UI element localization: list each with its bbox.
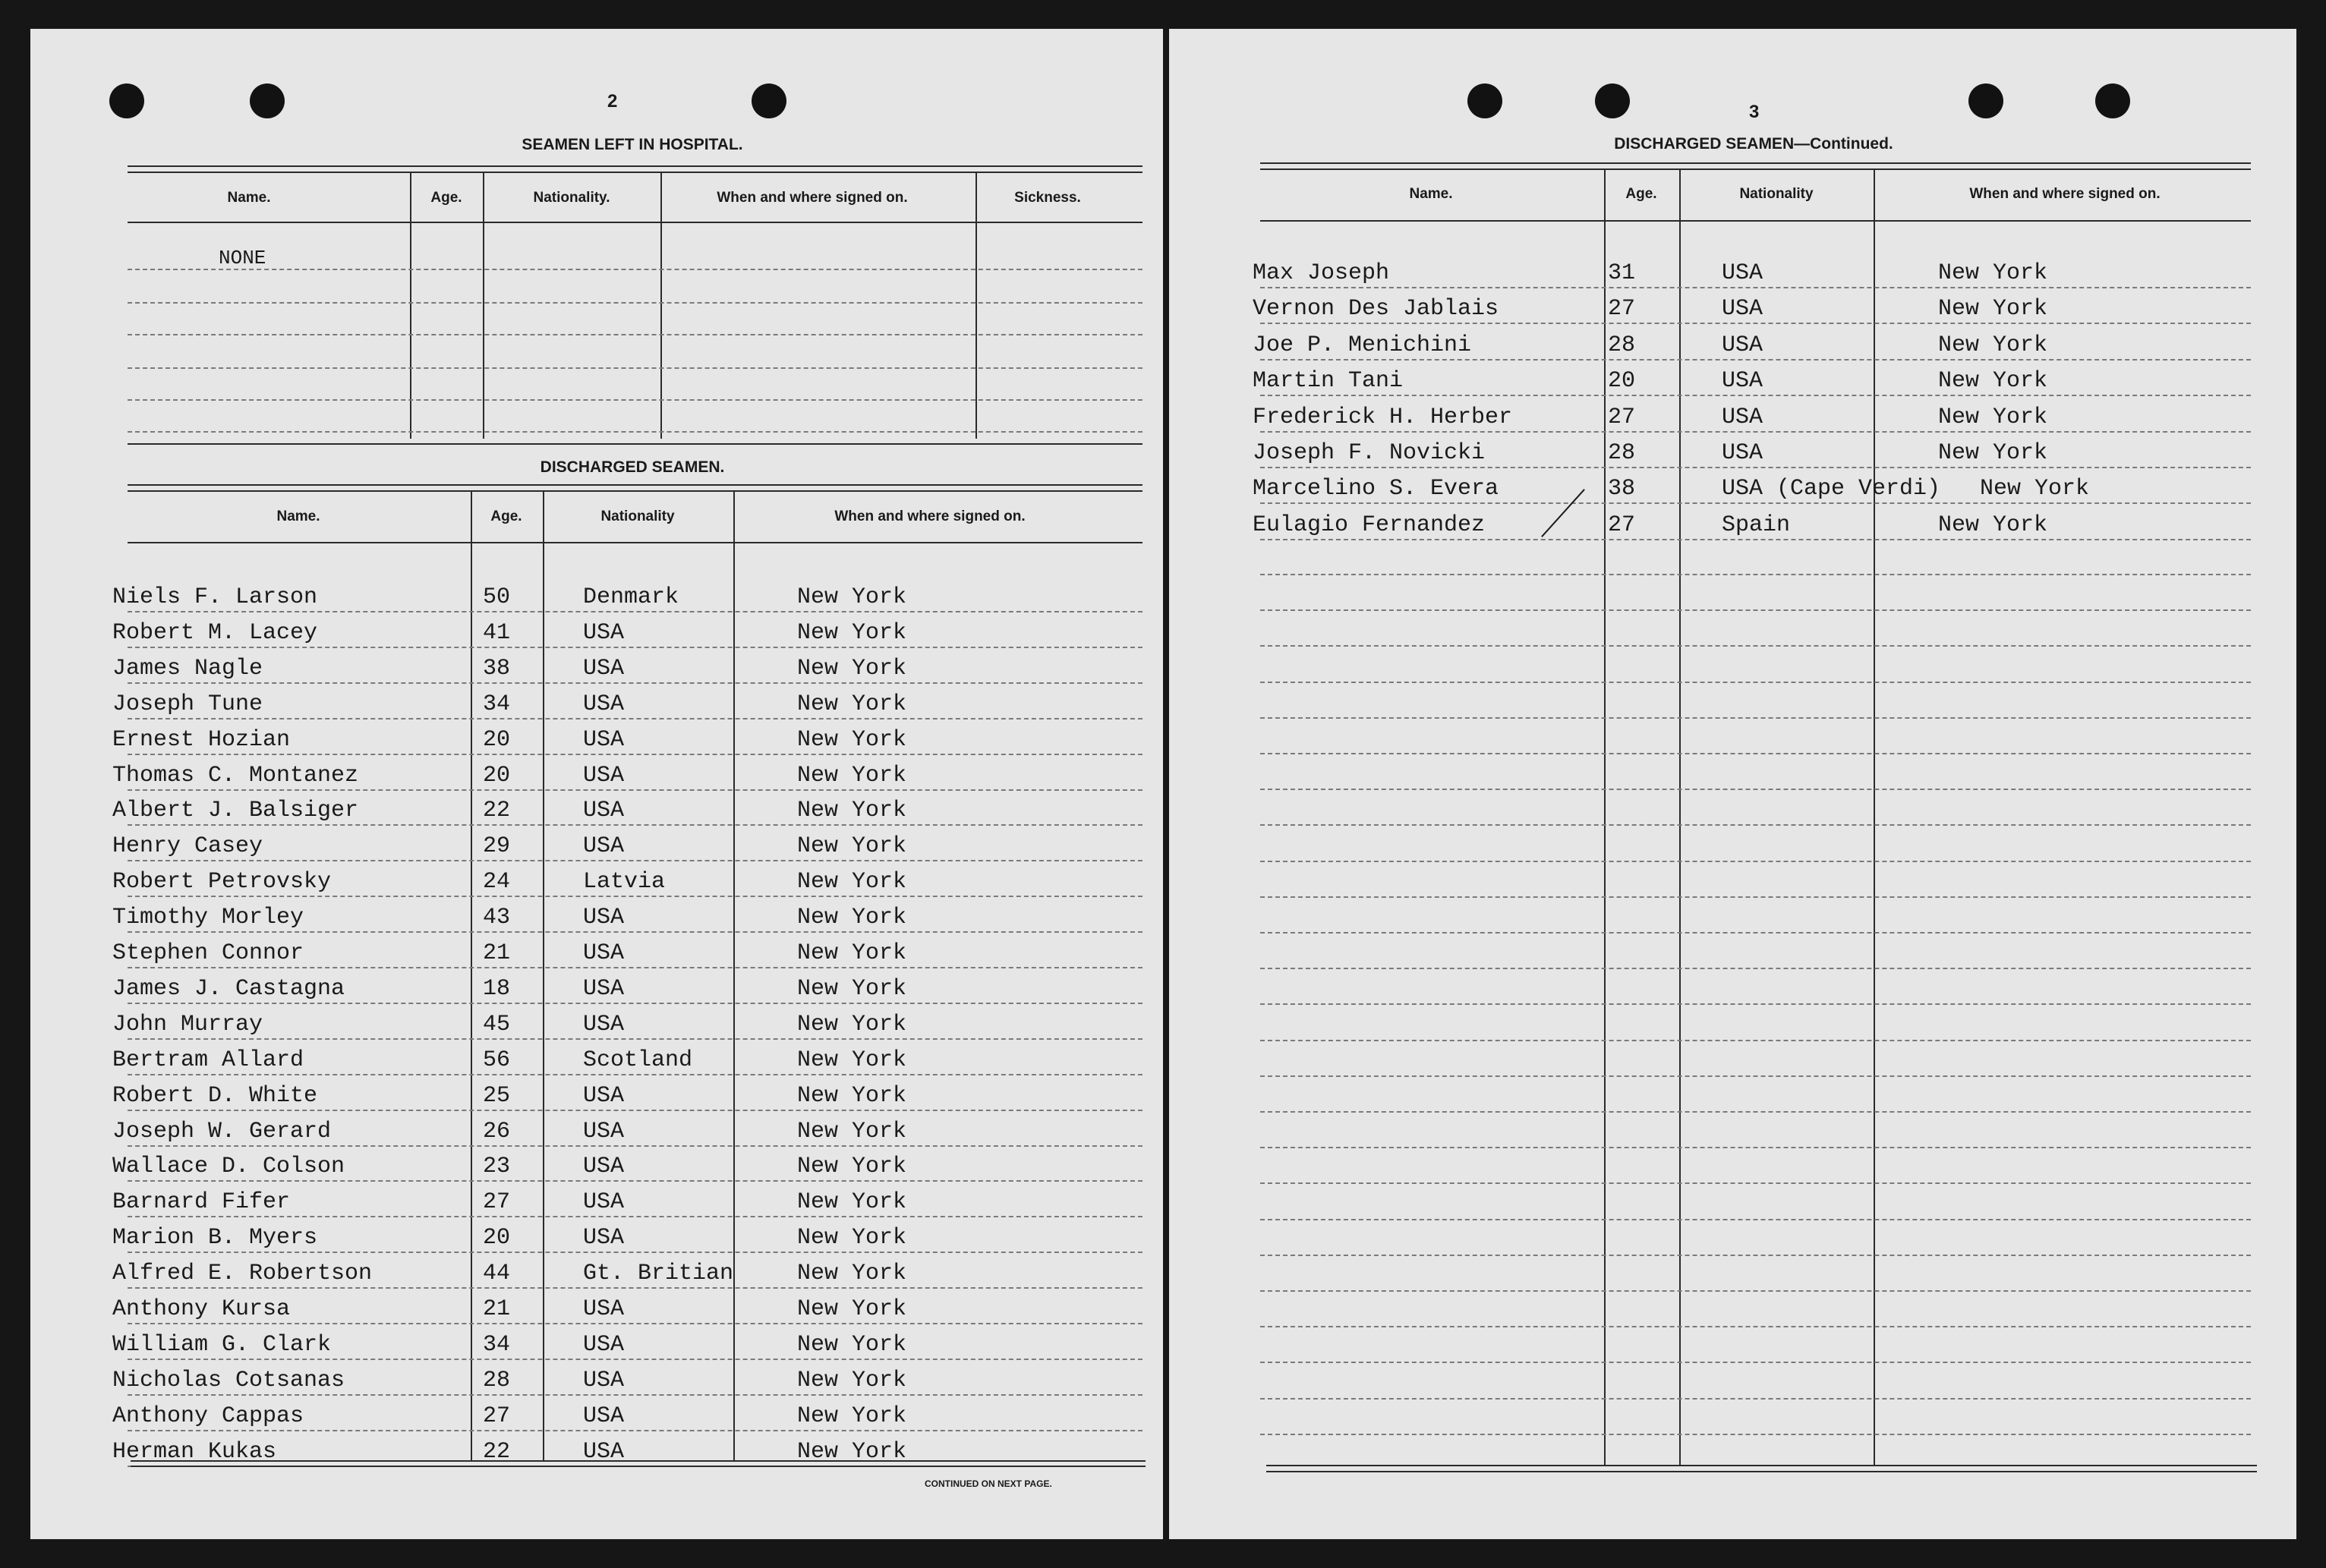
row-line bbox=[128, 1394, 1143, 1396]
seaman-age: 28 bbox=[1608, 332, 1636, 358]
discharged-header-signed-on: When and where signed on. bbox=[834, 508, 1026, 524]
continued-header-signed-on: When and where signed on. bbox=[1969, 186, 2161, 202]
discharged-row bbox=[30, 1261, 1163, 1296]
seaman-name: Robert D. White bbox=[112, 1082, 318, 1109]
blank-row-line bbox=[1260, 789, 2251, 790]
punch-hole bbox=[2095, 83, 2130, 118]
punch-hole bbox=[1968, 83, 2003, 118]
hospital-header-signed-on: When and where signed on. bbox=[717, 190, 908, 206]
seaman-name: James Nagle bbox=[112, 655, 263, 682]
seaman-nationality: USA bbox=[583, 1082, 625, 1109]
seaman-signed-on: New York bbox=[1938, 332, 2048, 358]
seaman-nationality: USA bbox=[1722, 296, 1763, 323]
hospital-row-line bbox=[128, 367, 1143, 369]
hospital-entry: NONE bbox=[219, 247, 266, 269]
continued-header-name: Name. bbox=[1409, 186, 1453, 202]
discharged-row bbox=[30, 621, 1163, 656]
row-line bbox=[1260, 539, 2251, 540]
seaman-nationality: USA bbox=[583, 975, 625, 1002]
seaman-age: 38 bbox=[1608, 476, 1636, 502]
hospital-header-age: Age. bbox=[430, 190, 462, 206]
discharged-section-title: DISCHARGED SEAMEN. bbox=[540, 458, 725, 476]
discharged-row bbox=[30, 1190, 1163, 1225]
discharged-row bbox=[30, 1048, 1163, 1083]
seaman-nationality: Denmark bbox=[583, 584, 679, 610]
seaman-name: Ernest Hozian bbox=[112, 726, 291, 753]
discharged-row bbox=[1169, 477, 2296, 512]
seaman-signed-on: New York bbox=[797, 1047, 907, 1073]
row-line bbox=[128, 931, 1143, 933]
discharged-row bbox=[1169, 333, 2296, 368]
hospital-row-line bbox=[128, 334, 1143, 335]
row-line bbox=[1260, 287, 2251, 288]
row-line bbox=[1260, 431, 2251, 433]
seaman-name: Anthony Kursa bbox=[112, 1296, 291, 1322]
seaman-name: William G. Clark bbox=[112, 1331, 332, 1358]
seaman-signed-on: New York bbox=[797, 584, 907, 610]
seaman-nationality: USA bbox=[1722, 404, 1763, 430]
blank-row-line bbox=[1260, 1255, 2251, 1256]
seaman-name: Joe P. Menichini bbox=[1253, 332, 1472, 358]
blank-row-line bbox=[1260, 1434, 2251, 1435]
seaman-nationality: USA bbox=[583, 1438, 625, 1465]
discharged-row bbox=[30, 905, 1163, 940]
blank-row-line bbox=[1260, 1040, 2251, 1041]
seaman-nationality: Spain bbox=[1722, 512, 1791, 538]
row-line bbox=[128, 647, 1143, 648]
seaman-name: Marion B. Myers bbox=[112, 1225, 318, 1252]
seaman-signed-on: New York bbox=[1938, 260, 2048, 286]
discharged-row bbox=[30, 798, 1163, 833]
seaman-signed-on: New York bbox=[797, 1367, 907, 1393]
seaman-signed-on: New York bbox=[1938, 512, 2048, 538]
blank-row-line bbox=[1260, 1290, 2251, 1292]
seaman-signed-on: New York bbox=[797, 1331, 907, 1358]
seaman-signed-on: New York bbox=[797, 1011, 907, 1037]
seaman-age: 27 bbox=[1608, 512, 1636, 538]
row-line bbox=[128, 682, 1143, 684]
discharged-row bbox=[30, 764, 1163, 798]
seaman-nationality: USA (Cape Verdi) bbox=[1722, 476, 1941, 502]
seaman-name: Robert Petrovsky bbox=[112, 869, 332, 896]
discharged-row bbox=[30, 692, 1163, 727]
row-line bbox=[1260, 467, 2251, 468]
blank-row-line bbox=[1260, 861, 2251, 862]
seaman-age: 21 bbox=[483, 940, 511, 966]
seaman-name: Joseph F. Novicki bbox=[1253, 440, 1486, 466]
seaman-signed-on: New York bbox=[797, 1189, 907, 1216]
seaman-signed-on: New York bbox=[797, 833, 907, 860]
seaman-nationality: USA bbox=[583, 833, 625, 860]
hospital-row-line bbox=[128, 269, 1143, 270]
seaman-nationality: USA bbox=[1722, 260, 1763, 286]
seaman-name: Marcelino S. Evera bbox=[1253, 476, 1499, 502]
seaman-signed-on: New York bbox=[797, 1118, 907, 1145]
seaman-nationality: USA bbox=[583, 655, 625, 682]
row-line bbox=[128, 1252, 1143, 1253]
seaman-signed-on: New York bbox=[797, 691, 907, 717]
discharged-row bbox=[30, 1333, 1163, 1368]
seaman-nationality: USA bbox=[583, 762, 625, 789]
discharged-row bbox=[30, 1440, 1163, 1475]
seaman-age: 27 bbox=[483, 1403, 511, 1429]
seaman-name: Alfred E. Robertson bbox=[112, 1261, 373, 1287]
row-line bbox=[128, 1180, 1143, 1182]
row-line bbox=[128, 1323, 1143, 1324]
row-line bbox=[1260, 359, 2251, 361]
seaman-nationality: USA bbox=[583, 691, 625, 717]
seaman-name: Nicholas Cotsanas bbox=[112, 1367, 345, 1393]
discharged-row bbox=[30, 585, 1163, 620]
seaman-nationality: USA bbox=[583, 619, 625, 646]
seaman-name: Herman Kukas bbox=[112, 1438, 277, 1465]
seaman-name: Eulagio Fernandez bbox=[1253, 512, 1486, 538]
seaman-age: 18 bbox=[483, 975, 511, 1002]
seaman-signed-on: New York bbox=[797, 655, 907, 682]
punch-hole bbox=[1467, 83, 1502, 118]
row-line bbox=[128, 789, 1143, 791]
seaman-nationality: USA bbox=[583, 1296, 625, 1322]
seaman-age: 21 bbox=[483, 1296, 511, 1322]
seaman-signed-on: New York bbox=[797, 905, 907, 931]
seaman-nationality: USA bbox=[583, 1331, 625, 1358]
seaman-signed-on: New York bbox=[797, 1296, 907, 1322]
seaman-name: Joseph W. Gerard bbox=[112, 1118, 332, 1145]
seaman-age: 24 bbox=[483, 869, 511, 896]
seaman-age: 29 bbox=[483, 833, 511, 860]
row-line bbox=[128, 1430, 1143, 1431]
blank-row-line bbox=[1260, 896, 2251, 898]
seaman-nationality: USA bbox=[1722, 440, 1763, 466]
seaman-name: Martin Tani bbox=[1253, 368, 1404, 395]
seaman-nationality: USA bbox=[583, 726, 625, 753]
seaman-signed-on: New York bbox=[797, 1438, 907, 1465]
seaman-signed-on: New York bbox=[797, 619, 907, 646]
row-line bbox=[128, 1003, 1143, 1004]
discharged-row bbox=[30, 1119, 1163, 1154]
page-number: 3 bbox=[1749, 102, 1760, 122]
blank-row-line bbox=[1260, 1147, 2251, 1148]
blank-row-line bbox=[1260, 1111, 2251, 1113]
blank-row-line bbox=[1260, 717, 2251, 719]
seaman-nationality: USA bbox=[583, 1118, 625, 1145]
seaman-age: 38 bbox=[483, 655, 511, 682]
seaman-nationality: USA bbox=[583, 1403, 625, 1429]
blank-row-line bbox=[1260, 574, 2251, 575]
seaman-age: 20 bbox=[1608, 368, 1636, 395]
seaman-nationality: Latvia bbox=[583, 869, 666, 896]
seaman-name: John Murray bbox=[112, 1011, 263, 1037]
seaman-signed-on: New York bbox=[1980, 476, 2090, 502]
row-line bbox=[128, 1359, 1143, 1360]
discharged-row bbox=[30, 656, 1163, 691]
row-line bbox=[1260, 502, 2251, 504]
discharged-row bbox=[30, 1404, 1163, 1439]
seaman-signed-on: New York bbox=[797, 762, 907, 789]
discharged-header-age: Age. bbox=[490, 508, 522, 524]
seaman-age: 20 bbox=[483, 762, 511, 789]
seaman-signed-on: New York bbox=[797, 1082, 907, 1109]
seaman-age: 28 bbox=[483, 1367, 511, 1393]
blank-row-line bbox=[1260, 1362, 2251, 1363]
row-line bbox=[1260, 323, 2251, 324]
continued-footer: CONTINUED ON NEXT PAGE. bbox=[925, 1478, 1052, 1489]
discharged-row bbox=[30, 1226, 1163, 1261]
seaman-name: Bertram Allard bbox=[112, 1047, 304, 1073]
seaman-nationality: USA bbox=[583, 1189, 625, 1216]
row-line bbox=[128, 1110, 1143, 1111]
seaman-age: 23 bbox=[483, 1154, 511, 1180]
seaman-nationality: USA bbox=[583, 1154, 625, 1180]
blank-row-line bbox=[1260, 682, 2251, 683]
seaman-age: 50 bbox=[483, 584, 511, 610]
discharged-row bbox=[30, 977, 1163, 1012]
continued-header-nationality: Nationality bbox=[1739, 186, 1814, 202]
seaman-age: 34 bbox=[483, 691, 511, 717]
row-line bbox=[128, 1287, 1143, 1289]
row-line bbox=[128, 611, 1143, 612]
discharged-row bbox=[1169, 369, 2296, 404]
row-line bbox=[128, 1145, 1143, 1147]
discharged-row bbox=[30, 1154, 1163, 1189]
seaman-age: 31 bbox=[1608, 260, 1636, 286]
discharged-row bbox=[30, 1368, 1163, 1403]
seaman-signed-on: New York bbox=[797, 869, 907, 896]
discharged-row bbox=[30, 1012, 1163, 1047]
row-line bbox=[128, 824, 1143, 826]
blank-row-line bbox=[1260, 609, 2251, 611]
seaman-age: 20 bbox=[483, 1225, 511, 1252]
seaman-nationality: Gt. Britian bbox=[583, 1261, 734, 1287]
seaman-signed-on: New York bbox=[1938, 440, 2048, 466]
blank-row-line bbox=[1260, 968, 2251, 969]
seaman-signed-on: New York bbox=[797, 798, 907, 824]
seaman-age: 45 bbox=[483, 1011, 511, 1037]
seaman-age: 44 bbox=[483, 1261, 511, 1287]
row-line bbox=[128, 1038, 1143, 1040]
discharged-row bbox=[30, 728, 1163, 763]
punch-hole bbox=[250, 83, 285, 118]
seaman-name: James J. Castagna bbox=[112, 975, 345, 1002]
row-line bbox=[128, 860, 1143, 861]
blank-row-line bbox=[1260, 1219, 2251, 1220]
seaman-age: 27 bbox=[1608, 296, 1636, 323]
discharged-header-nationality: Nationality bbox=[600, 508, 675, 524]
seaman-age: 27 bbox=[483, 1189, 511, 1216]
seaman-age: 34 bbox=[483, 1331, 511, 1358]
seaman-nationality: USA bbox=[583, 1011, 625, 1037]
punch-hole bbox=[109, 83, 144, 118]
seaman-age: 26 bbox=[483, 1118, 511, 1145]
discharged-row bbox=[1169, 405, 2296, 440]
seaman-nationality: USA bbox=[583, 798, 625, 824]
right-page bbox=[1169, 29, 2296, 1539]
discharged-row bbox=[1169, 513, 2296, 548]
hospital-header-nationality: Nationality. bbox=[533, 190, 610, 206]
seaman-signed-on: New York bbox=[797, 940, 907, 966]
punch-hole bbox=[752, 83, 786, 118]
discharged-row bbox=[30, 834, 1163, 869]
hospital-section-title: SEAMEN LEFT IN HOSPITAL. bbox=[522, 136, 743, 153]
seaman-name: Wallace D. Colson bbox=[112, 1154, 345, 1180]
discharged-header-name: Name. bbox=[276, 508, 320, 524]
row-line bbox=[1260, 395, 2251, 396]
seaman-name: Frederick H. Herber bbox=[1253, 404, 1513, 430]
blank-row-line bbox=[1260, 1182, 2251, 1184]
discharged-row bbox=[30, 941, 1163, 976]
continued-header-age: Age. bbox=[1625, 186, 1657, 202]
discharged-row bbox=[1169, 441, 2296, 476]
seaman-signed-on: New York bbox=[797, 1154, 907, 1180]
seaman-age: 43 bbox=[483, 905, 511, 931]
seaman-name: Stephen Connor bbox=[112, 940, 304, 966]
seaman-nationality: USA bbox=[583, 905, 625, 931]
page-number: 2 bbox=[607, 91, 618, 112]
blank-row-line bbox=[1260, 932, 2251, 934]
seaman-name: Joseph Tune bbox=[112, 691, 263, 717]
blank-row-line bbox=[1260, 824, 2251, 826]
seaman-signed-on: New York bbox=[1938, 404, 2048, 430]
seaman-signed-on: New York bbox=[797, 975, 907, 1002]
seaman-nationality: USA bbox=[1722, 332, 1763, 358]
seaman-nationality: USA bbox=[1722, 368, 1763, 395]
seaman-signed-on: New York bbox=[797, 1403, 907, 1429]
seaman-nationality: USA bbox=[583, 940, 625, 966]
row-line bbox=[128, 967, 1143, 968]
seaman-name: Vernon Des Jablais bbox=[1253, 296, 1499, 323]
blank-row-line bbox=[1260, 1003, 2251, 1005]
seaman-name: Barnard Fifer bbox=[112, 1189, 291, 1216]
seaman-name: Timothy Morley bbox=[112, 905, 304, 931]
seaman-name: Thomas C. Montanez bbox=[112, 762, 359, 789]
seaman-signed-on: New York bbox=[1938, 296, 2048, 323]
seaman-age: 41 bbox=[483, 619, 511, 646]
seaman-signed-on: New York bbox=[1938, 368, 2048, 395]
hospital-header-sickness: Sickness. bbox=[1014, 190, 1081, 206]
seaman-name: Robert M. Lacey bbox=[112, 619, 318, 646]
seaman-age: 22 bbox=[483, 1438, 511, 1465]
row-line bbox=[128, 754, 1143, 755]
left-page bbox=[30, 29, 1163, 1539]
blank-row-line bbox=[1260, 1075, 2251, 1077]
seaman-age: 22 bbox=[483, 798, 511, 824]
seaman-nationality: Scotland bbox=[583, 1047, 693, 1073]
row-line bbox=[128, 1074, 1143, 1075]
seaman-signed-on: New York bbox=[797, 1261, 907, 1287]
hospital-row-line bbox=[128, 302, 1143, 304]
discharged-row bbox=[30, 870, 1163, 905]
seaman-age: 56 bbox=[483, 1047, 511, 1073]
seaman-age: 27 bbox=[1608, 404, 1636, 430]
seaman-name: Henry Casey bbox=[112, 833, 263, 860]
seaman-name: Niels F. Larson bbox=[112, 584, 318, 610]
punch-hole bbox=[1595, 83, 1630, 118]
discharged-row bbox=[30, 1084, 1163, 1119]
blank-row-line bbox=[1260, 1326, 2251, 1327]
blank-row-line bbox=[1260, 645, 2251, 647]
discharged-row bbox=[1169, 297, 2296, 332]
discharged-row bbox=[30, 1297, 1163, 1332]
seaman-signed-on: New York bbox=[797, 726, 907, 753]
seaman-signed-on: New York bbox=[797, 1225, 907, 1252]
seaman-age: 20 bbox=[483, 726, 511, 753]
blank-row-line bbox=[1260, 753, 2251, 754]
seaman-name: Max Joseph bbox=[1253, 260, 1390, 286]
row-line bbox=[128, 718, 1143, 719]
hospital-row-line bbox=[128, 431, 1143, 433]
seaman-age: 25 bbox=[483, 1082, 511, 1109]
blank-row-line bbox=[1260, 1398, 2251, 1400]
seaman-nationality: USA bbox=[583, 1367, 625, 1393]
discharged-row bbox=[1169, 261, 2296, 296]
seaman-name: Anthony Cappas bbox=[112, 1403, 304, 1429]
row-line bbox=[128, 896, 1143, 897]
hospital-header-name: Name. bbox=[227, 190, 271, 206]
row-line bbox=[128, 1216, 1143, 1217]
seaman-nationality: USA bbox=[583, 1225, 625, 1252]
hospital-row-line bbox=[128, 399, 1143, 401]
seaman-age: 28 bbox=[1608, 440, 1636, 466]
discharged-continued-title: DISCHARGED SEAMEN—Continued. bbox=[1614, 135, 1893, 153]
seaman-name: Albert J. Balsiger bbox=[112, 798, 359, 824]
